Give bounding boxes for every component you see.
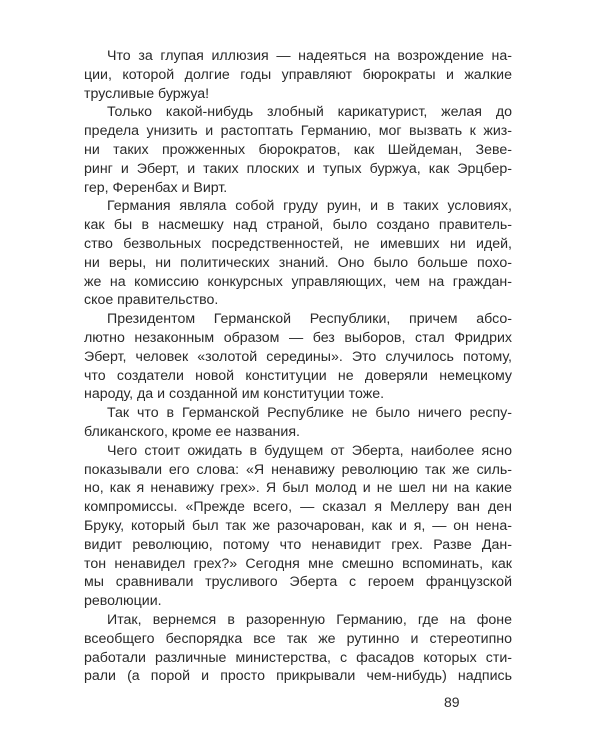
paragraph [84, 310, 512, 404]
text-line: революции. [84, 593, 162, 610]
text-line: как бы в насмешку над страной, было создано правитель- [84, 217, 512, 234]
page-number: 89 [444, 694, 460, 710]
text-line: ринг и Эберт, и таких плоских и тупых буржуа, как Эрцбер- [84, 160, 512, 177]
text-line: ции, которой долгие годы управляют бюрократы и жалкие [84, 66, 512, 83]
text-line: ство безвольных посредственностей, не имевших ни идей, [84, 235, 512, 252]
text-line: Германия являла собой груду руин, и в таких условиях, [107, 198, 512, 215]
text-line: Эберт, человек «золотой середины». Это случилось потому, [84, 348, 512, 365]
text-line: гер, Ференбах и Вирт. [84, 179, 228, 196]
text-line: но, как я ненавижу грех». Я был молод и не шел ни на какие [84, 480, 512, 497]
text-line: бликанского, кроме ее названия. [84, 423, 300, 440]
text-line: всеобщего беспорядка все так же рутинно и стереотипно [84, 630, 512, 647]
paragraph [84, 47, 512, 103]
text-line: рали (а порой и просто прикрывали чем-нибудь) надпись [84, 668, 512, 685]
paragraph [84, 442, 512, 611]
text-line: Президентом Германской Республики, причем абсо- [107, 311, 512, 328]
text-line: предела унизить и растоптать Германию, мог вызвать к жиз- [84, 123, 512, 140]
text-line: Так что в Германской Республике не было ничего респу- [107, 405, 512, 422]
text-line: работали различные министерства, с фасадов которых сти- [84, 649, 512, 666]
text-line: Только какой-нибудь злобный карикатурист, желая до [107, 104, 512, 121]
text-line: показывали его слова: «Я ненавижу революцию так же силь- [84, 461, 512, 478]
text-line: трусливые буржуа! [84, 85, 210, 102]
text-line: Что за глупая иллюзия — надеяться на возрождение на- [107, 48, 512, 64]
text-line: Бруку, который был так же разочарован, как и я, — он нена- [84, 517, 512, 534]
paragraph [84, 611, 512, 686]
text-line: мы сравнивали трусливого Эберта с героем французской [84, 574, 512, 591]
text-line: видит революцию, потому что ненавидит грех. Разве Дан- [84, 536, 512, 553]
text-line: ское правительство. [84, 292, 219, 309]
text-line: лютно незаконным образом — без выборов, стал Фридрих [84, 329, 512, 346]
text-line: Чего стоит ожидать в будущем от Эберта, наиболее ясно [107, 442, 512, 459]
paragraph [84, 197, 512, 310]
text-line: народу, да и созданной им конституции тоже. [84, 386, 385, 403]
text-line: компромиссы. «Прежде всего, — сказал я Меллеру ван ден [84, 499, 512, 516]
text-line: ни таких прожженных бюрократов, как Шейдеман, Зеве- [84, 141, 512, 158]
text-line: тон ненавидел грех?» Сегодня мне смешно вспоминать, как [84, 555, 512, 572]
text-line: же на комиссию конкурсных управляющих, чем на граждан- [84, 273, 512, 290]
paragraph [84, 103, 512, 197]
paragraph [84, 404, 512, 442]
text-line: ни веры, ни политических знаний. Оно было больше похо- [84, 254, 512, 271]
page-body-text [84, 47, 512, 686]
text-line: Итак, вернемся в разоренную Германию, где на фоне [107, 611, 512, 628]
text-line: что создатели новой конституции не доверяли немецкому [84, 367, 512, 384]
